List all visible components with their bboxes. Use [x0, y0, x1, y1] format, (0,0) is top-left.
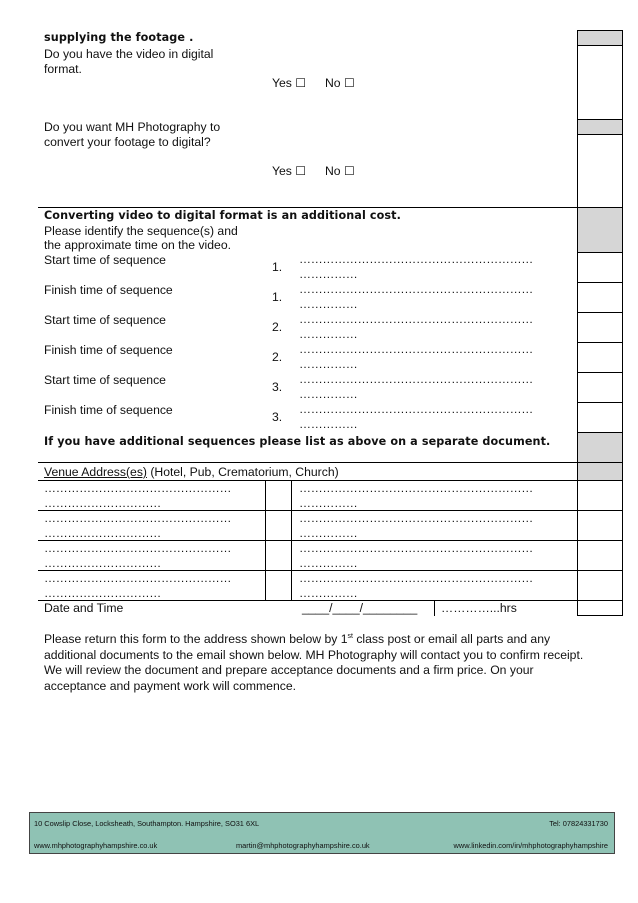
footer-linkedin-link[interactable]: www.linkedin.com/in/mhphotographyhampshire [453, 841, 608, 850]
side-box-venue-4[interactable] [577, 570, 623, 601]
side-box-venue-1[interactable] [577, 480, 623, 511]
sequence-time-field-line2: …………… [299, 327, 358, 341]
sequence-row-label: Finish time of sequence [44, 283, 173, 297]
sequence-time-field-line1: …………………………………………………… [299, 372, 534, 386]
side-box-venue-3[interactable] [577, 540, 623, 571]
venue-address-field[interactable] [44, 481, 231, 511]
sequence-time-field-line2: …………… [299, 417, 358, 431]
convert-no-checkbox[interactable]: No ☐ [325, 164, 355, 178]
return-line-1: Please return this form to the address shown below by 1st class post or email all parts and any [44, 632, 551, 646]
return-line-4: acceptance and payment work will commence. [44, 678, 296, 693]
sequence-row-number: 2. [272, 320, 283, 334]
side-box-1[interactable] [577, 45, 623, 120]
venue-details-field[interactable] [299, 571, 533, 601]
sequence-time-field-line2: …………… [299, 267, 358, 281]
venue-address-field-line2: ………………………… [44, 586, 162, 600]
footage-yes-checkbox[interactable]: Yes ☐ [272, 76, 307, 90]
venue-address-field[interactable] [44, 511, 231, 541]
side-box-seq-1[interactable] [577, 252, 623, 283]
side-box-note [577, 432, 623, 463]
venue-middle-box[interactable] [265, 480, 292, 511]
sequence-time-field-line2: …………… [299, 357, 358, 371]
footage-no-checkbox[interactable]: No ☐ [325, 76, 355, 90]
date-field[interactable]: ____/____/________ [302, 601, 418, 615]
hours-field[interactable]: …………...hrs [441, 601, 517, 615]
footer-phone[interactable]: Tel: 07824331730 [549, 819, 608, 828]
sequence-row-label: Finish time of sequence [44, 343, 173, 357]
sequences-note: If you have additional sequences please list as above on a separate document. [44, 435, 551, 448]
venue-address-field-line1: ………………………………………… [44, 481, 232, 495]
sequence-time-field[interactable] [299, 372, 533, 402]
venue-middle-box[interactable] [265, 510, 292, 541]
venue-details-field-line2: …………… [299, 556, 358, 570]
convert-question-line1: Do you want MH Photography to [44, 120, 221, 134]
side-box-seq-6[interactable] [577, 402, 623, 433]
sequence-time-field-line1: …………………………………………………… [299, 252, 534, 266]
venue-address-field-line2: ………………………… [44, 556, 162, 570]
sequence-row-number: 3. [272, 410, 283, 424]
sequence-row-number: 1. [272, 290, 283, 304]
footage-question-line2: format. [44, 62, 82, 76]
convert-yes-checkbox[interactable]: Yes ☐ [272, 164, 307, 178]
venue-details-field-line1: …………………………………………………… [299, 571, 534, 585]
side-box-3-header [577, 207, 623, 253]
venue-heading [44, 465, 339, 480]
side-box-1-header [577, 30, 623, 46]
divider-sequences-top [38, 207, 577, 208]
side-box-seq-4[interactable] [577, 342, 623, 373]
footer-address: 10 Cowslip Close, Locksheath, Southampton. Hampshire, SO31 6XL [34, 819, 260, 828]
sequence-row-number: 3. [272, 380, 283, 394]
footer-email-link[interactable]: martin@mhphotographyhampshire.co.uk [236, 841, 370, 850]
venue-details-field[interactable] [299, 481, 533, 511]
venue-address-field-line1: ………………………………………… [44, 511, 232, 525]
convert-question-line2: convert your footage to digital? [44, 135, 211, 149]
venue-heading-rest: (Hotel, Pub, Crematorium, Church) [146, 465, 339, 479]
venue-address-field-line2: ………………………… [44, 526, 162, 540]
venue-details-field[interactable] [299, 511, 533, 541]
sequence-time-field-line1: …………………………………………………… [299, 402, 534, 416]
venue-address-field[interactable] [44, 541, 231, 571]
venue-address-field-line2: ………………………… [44, 496, 162, 510]
sequences-intro-line1: Please identify the sequence(s) and [44, 224, 238, 238]
venue-details-field[interactable] [299, 541, 533, 571]
side-box-2[interactable] [577, 134, 623, 208]
sequences-heading: Converting video to digital format is an additional cost. [44, 209, 401, 222]
side-box-venue-2[interactable] [577, 510, 623, 541]
side-box-seq-5[interactable] [577, 372, 623, 403]
side-box-seq-2[interactable] [577, 282, 623, 313]
sequence-time-field-line1: …………………………………………………… [299, 282, 534, 296]
venue-heading-underlined: Venue Address(es) [44, 465, 147, 479]
footage-question-line1: Do you have the video in digital [44, 47, 214, 61]
return-line-2: additional documents to the email shown below. MH Photography will contact you to confirm receipt. [44, 647, 584, 662]
sequence-time-field[interactable] [299, 342, 533, 372]
sequence-row-number: 1. [272, 260, 283, 274]
side-box-venue-header [577, 462, 623, 481]
sequence-row-label: Start time of sequence [44, 373, 166, 387]
venue-details-field-line2: …………… [299, 586, 358, 600]
sequence-time-field[interactable] [299, 402, 533, 432]
date-hrs-divider [434, 600, 435, 616]
venue-details-field-line2: …………… [299, 496, 358, 510]
sequence-time-field-line2: …………… [299, 387, 358, 401]
sequences-intro-line2: the approximate time on the video. [44, 238, 231, 252]
sequence-time-field[interactable] [299, 252, 533, 282]
sequence-time-field-line1: …………………………………………………… [299, 312, 534, 326]
sequence-row-label: Finish time of sequence [44, 403, 173, 417]
venue-details-field-line1: …………………………………………………… [299, 481, 534, 495]
sequence-row-number: 2. [272, 350, 283, 364]
side-box-date[interactable] [577, 600, 623, 616]
return-instructions [44, 632, 624, 694]
sequence-row-label: Start time of sequence [44, 253, 166, 267]
divider-venue-top [38, 462, 577, 463]
side-box-seq-3[interactable] [577, 312, 623, 343]
venue-details-field-line1: …………………………………………………… [299, 511, 534, 525]
return-line-3: We will review the document and prepare acceptance documents and a firm price. On your [44, 663, 534, 677]
footer-website-link[interactable]: www.mhphotographyhampshire.co.uk [34, 841, 158, 850]
venue-address-field-line1: ………………………………………… [44, 571, 232, 585]
venue-address-field[interactable] [44, 571, 231, 601]
side-box-2-header [577, 119, 623, 135]
sequence-time-field-line1: …………………………………………………… [299, 342, 534, 356]
sequence-time-field-line2: …………… [299, 297, 358, 311]
venue-details-field-line1: …………………………………………………… [299, 541, 534, 555]
venue-address-field-line1: ………………………………………… [44, 541, 232, 555]
footage-heading: supplying the footage . [44, 31, 194, 44]
venue-middle-box[interactable] [265, 540, 292, 571]
date-time-label: Date and Time [44, 601, 124, 615]
sequence-time-field[interactable] [299, 312, 533, 342]
venue-middle-box[interactable] [265, 570, 292, 601]
footer-contact-bar [29, 812, 615, 854]
sequence-row-label: Start time of sequence [44, 313, 166, 327]
sequence-time-field[interactable] [299, 282, 533, 312]
venue-details-field-line2: …………… [299, 526, 358, 540]
